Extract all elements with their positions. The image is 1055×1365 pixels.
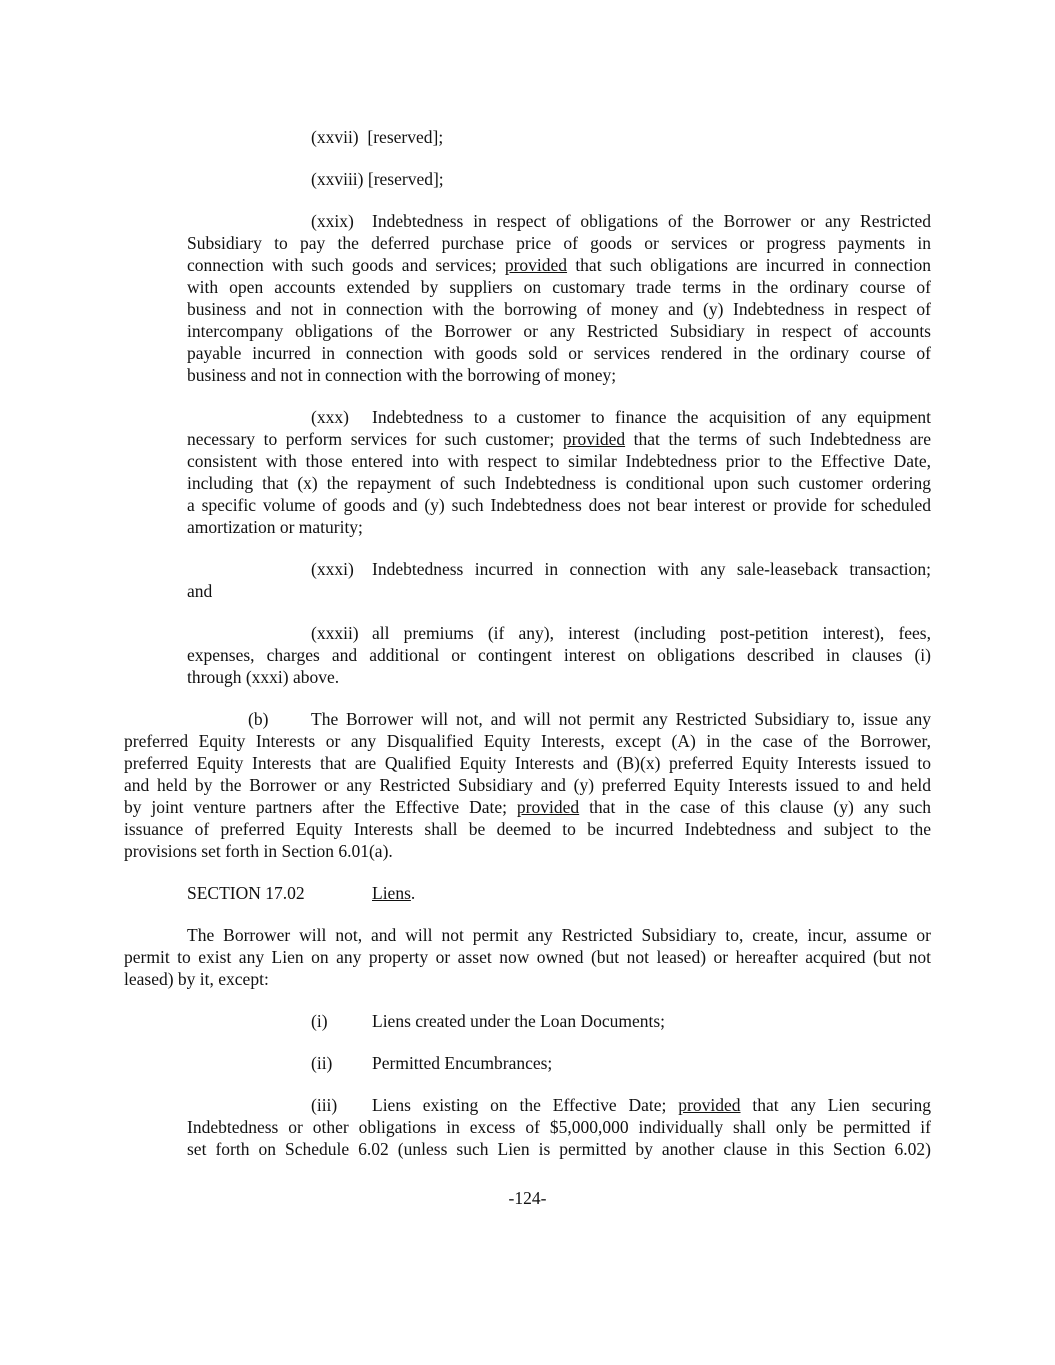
text-run: Liens existing on the Effective Date; (372, 1095, 667, 1115)
clause-number: (i) (311, 1011, 328, 1031)
text-run: that the terms of such Indebtedness are (633, 429, 931, 449)
text-run: by joint venture partners after the Effective Date; (124, 797, 507, 817)
section-number: SECTION 17.02 (187, 883, 305, 903)
clause-line: business and not in connection with the borrowing of money and (y) Indebtedness in respect of (187, 299, 931, 319)
section-title (372, 882, 415, 904)
clause-line: consistent with those entered into with respect to similar Indebtedness prior to the Effective Date, (187, 451, 931, 471)
clause-text: [reserved]; (367, 127, 444, 147)
provided-underlined: provided (678, 1095, 741, 1115)
clause-line: expenses, charges and additional or contingent interest on obligations described in clauses (i) (187, 645, 931, 665)
paragraph-line: preferred Equity Interests that are Qualified Equity Interests and (B)(x) preferred Equity Interests issued to (124, 753, 931, 773)
paragraph-line: and held by the Borrower or any Restricted Subsidiary and (y) preferred Equity Interests issued to and held (124, 775, 931, 795)
paragraph-line: issuance of preferred Equity Interests shall be deemed to be incurred Indebtedness and subject to the (124, 819, 931, 839)
clause-number: (xxviii) (311, 169, 364, 189)
text-run: that such obligations are incurred in connection (575, 255, 932, 275)
clause-line: through (xxxi) above. (187, 667, 340, 687)
clause-line: Indebtedness incurred in connection with any sale-leaseback transaction; (372, 559, 931, 579)
clause-line (187, 254, 931, 276)
clause-line: a specific volume of goods and (y) such Indebtedness does not bear interest or provide for scheduled (187, 495, 931, 515)
clause-line: and (187, 581, 213, 601)
clause-text: Liens created under the Loan Documents; (372, 1011, 666, 1031)
text-run: that any Lien securing (752, 1095, 931, 1115)
paragraph-number: (b) (248, 709, 269, 729)
clause-line: payable incurred in connection with goods sold or services rendered in the ordinary course of (187, 343, 931, 363)
paragraph-line: preferred Equity Interests or any Disqualified Equity Interests, except (A) in the case of the Borrower, (124, 731, 931, 751)
clause-number: (xxx) (311, 407, 349, 427)
clause-number: (ii) (311, 1053, 333, 1073)
clause-number: (xxxi) (311, 559, 354, 579)
paragraph-line: The Borrower will not, and will not permit any Restricted Subsidiary to, create, incur, assume or (187, 925, 931, 945)
clause-number: (xxix) (311, 211, 354, 231)
clause-line: with open accounts extended by suppliers on customary trade terms in the ordinary course of (187, 277, 931, 297)
clause-number: (xxvii) (311, 127, 359, 147)
clause-line: intercompany obligations of the Borrower or any Restricted Subsidiary in respect of accounts (187, 321, 931, 341)
paragraph-line: provisions set forth in Section 6.01(a). (124, 841, 393, 861)
clause-xxvii (311, 126, 443, 148)
clause-number: (iii) (311, 1095, 338, 1115)
paragraph-line: permit to exist any Lien on any property or asset now owned (but not leased) or hereafter acquired (but not (124, 947, 931, 967)
provided-underlined: provided (516, 797, 580, 817)
clause-line: Indebtedness or other obligations in excess of $5,000,000 individually shall only be permitted if (187, 1117, 931, 1137)
text-run: connection with such goods and services; (187, 255, 497, 275)
provided-underlined: provided (504, 255, 568, 275)
clause-line: Indebtedness in respect of obligations of the Borrower or any Restricted (372, 211, 931, 231)
clause-number: (xxxii) (311, 623, 359, 643)
paragraph-line: The Borrower will not, and will not permit any Restricted Subsidiary to, issue any (311, 709, 931, 729)
clause-line (187, 428, 931, 450)
clause-line: including that (x) the repayment of such Indebtedness is conditional upon such customer ordering (187, 473, 931, 493)
clause-xxviii (311, 168, 444, 190)
clause-line: business and not in connection with the borrowing of money; (187, 365, 617, 385)
clause-text: Permitted Encumbrances; (372, 1053, 553, 1073)
paragraph-line (124, 796, 931, 818)
clause-line: Subsidiary to pay the deferred purchase price of goods or services or progress payments in (187, 233, 931, 253)
provided-underlined: provided (562, 429, 626, 449)
paragraph-line: leased) by it, except: (124, 969, 269, 989)
clause-text: [reserved]; (367, 169, 444, 189)
clause-line: all premiums (if any), interest (including post-petition interest), fees, (372, 623, 931, 643)
text-run: that in the case of this clause (y) any such (589, 797, 932, 817)
clause-line: Indebtedness to a customer to finance the acquisition of any equipment (372, 407, 931, 427)
clause-line: amortization or maturity; (187, 517, 363, 537)
page-number: -124- (508, 1188, 547, 1208)
section-title-period: . (410, 883, 416, 903)
section-title-text: Liens (372, 883, 411, 903)
clause-line (372, 1094, 931, 1116)
text-run: necessary to perform services for such customer; (187, 429, 555, 449)
clause-line: set forth on Schedule 6.02 (unless such Lien is permitted by another clause in this Section 6.02) (187, 1139, 931, 1159)
